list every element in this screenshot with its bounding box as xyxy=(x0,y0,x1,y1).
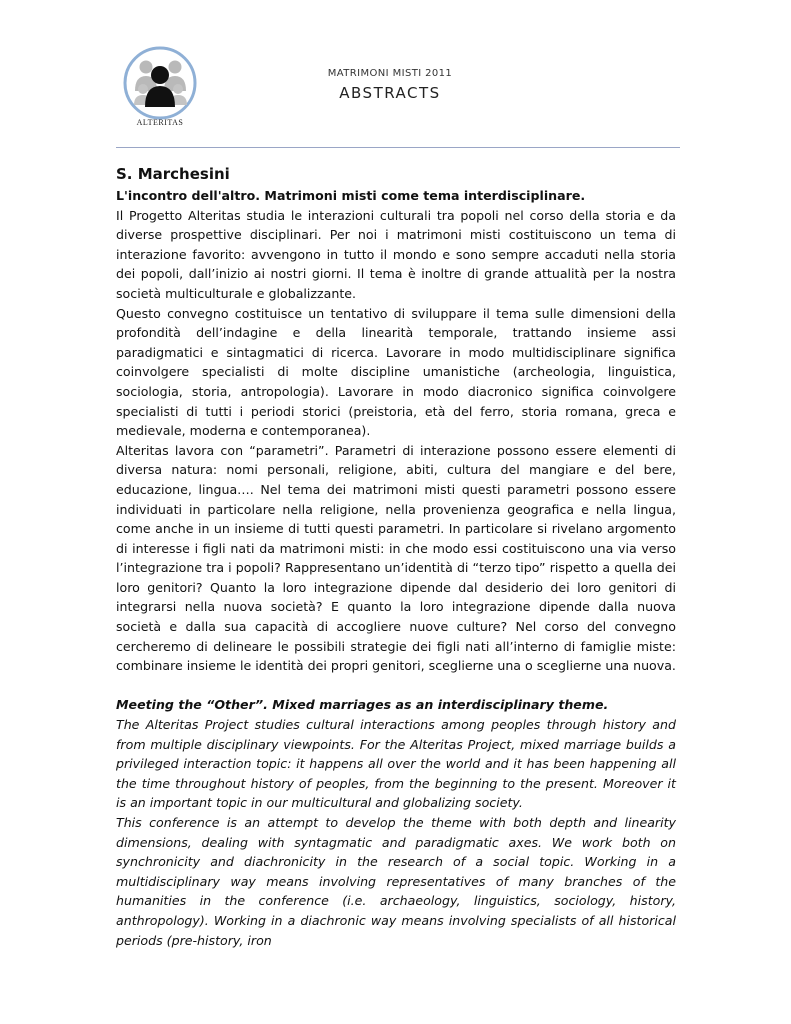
section-gap xyxy=(116,676,676,696)
header-divider xyxy=(116,147,680,148)
author-name: S. Marchesini xyxy=(116,165,230,183)
alteritas-logo xyxy=(118,45,202,133)
italian-paragraph: Questo convegno costituisce un tentativo di sviluppare il tema sulle dimensioni della profondità dell’indagine e della linearità temporale, trattando insieme assi paradigmatici e sintagmatici di ricerca. Lavorare in modo multidisciplinare significa coinvolgere specialisti di molte discipline umanistiche (archeologia, linguistica, sociologia, storia, antropologia). Lavorare in modo diacronico significa coinvolgere specialisti di tutti i periodi storici (preistoria, età del ferro, storia romana, greca e medievale, moderna e contemporanea). xyxy=(116,305,676,439)
header-title: ABSTRACTS xyxy=(339,84,441,102)
page-header xyxy=(290,68,490,102)
header-subtitle: MATRIMONI MISTI 2011 xyxy=(327,68,453,79)
english-paragraph: The Alteritas Project studies cultural interactions among peoples through history and from multiple disciplinary viewpoints. For the Alteritas Project, mixed marriage builds a privileged interaction topic: it happens all over the world and it has been happening all the time throughout history of peoples, from the beginning to the present. Moreover it is an important topic in our multicultural and globalizing society. xyxy=(116,717,676,811)
logo-label: ALTERITAS xyxy=(136,118,184,127)
abstract-body xyxy=(116,164,676,950)
people-group-icon xyxy=(118,45,202,129)
italian-paragraph: Alteritas lavora con “parametri”. Parametri di interazione possono essere elementi di diversa natura: nomi personali, religione, abiti, cultura del mangiare e del bere, educazione, lingua…. Nel tema dei matrimoni misti questi parametri possono essere individuati in particolare nella religione, nella provenienza geografica e nella lingua, come anche in un insieme di tutti questi parametri. In particolare si rivelano argomento di interesse i figli nati da matrimoni misti: in che modo essi costituiscono una via verso l’integrazione tra i popoli? Rappresentano un’identità di “terzo tipo” rispetto a quella dei loro genitori? Quanto la loro integrazione dipende dal desiderio dei loro genitori di integrarsi nella nuova società? E quanto la loro integrazione dipende dalla nuova società e dalla sua capacità di accogliere nuove culture? Nel corso del convegno cercheremo di delineare le possibili strategie dei figli nati all’interno di famiglie miste: combinare insieme le identità dei propri genitori, sceglierne una o sceglierne una nuova. xyxy=(116,442,676,674)
italian-title: L'incontro dell'altro. Matrimoni misti come tema interdisciplinare. xyxy=(116,188,586,203)
english-title: Meeting the “Other”. Mixed marriages as an interdisciplinary theme. xyxy=(116,697,609,713)
italian-paragraph: Il Progetto Alteritas studia le interazioni culturali tra popoli nel corso della storia e da diverse prospettive disciplinari. Per noi i matrimoni misti costituiscono un tema di interazione favorito: avvengono in tutto il mondo e sono sempre accaduti nella storia dei popoli, dall’inizio ai nostri giorni. Il tema è inoltre di grande attualità per la nostra società multiculturale e globalizzante. xyxy=(116,207,676,301)
english-paragraph: This conference is an attempt to develop the theme with both depth and linearity dimensions, dealing with syntagmatic and paradigmatic axes. We work both on synchronicity and diachronicity in the research of a social topic. Working in a multidisciplinary way means involving representatives of many branches of the humanities in the conference (i.e. archaeology, linguistics, sociology, history, anthropology). Working in a diachronic way means involving specialists of all historical periods (pre-history, iron xyxy=(116,815,676,948)
